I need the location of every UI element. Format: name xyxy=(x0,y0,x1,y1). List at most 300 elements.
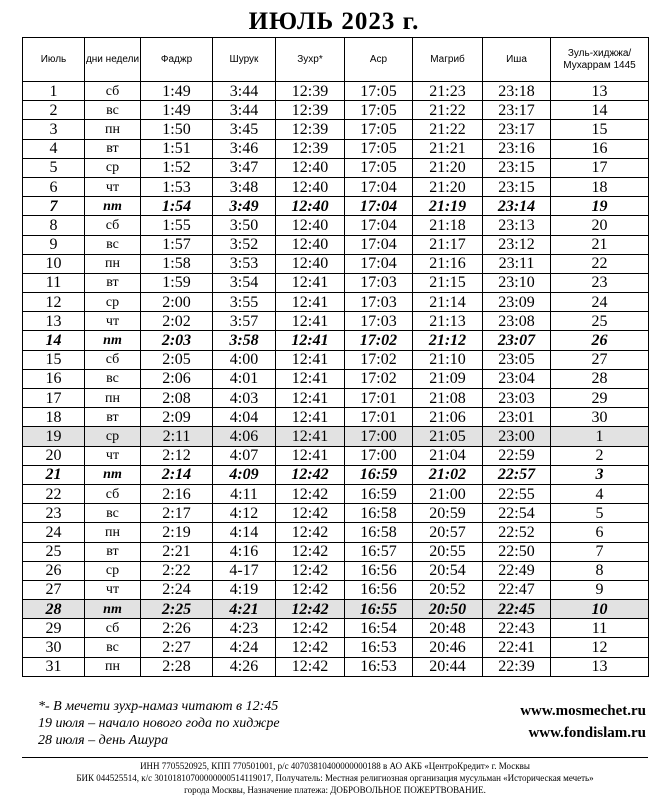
cell-maghrib: 21:05 xyxy=(413,427,483,446)
cell-asr: 17:02 xyxy=(345,369,413,388)
cell-hijri: 20 xyxy=(551,216,649,235)
cell-zuhr: 12:40 xyxy=(276,235,345,254)
table-row xyxy=(23,177,649,196)
cell-dow: ср xyxy=(85,158,141,177)
cell-shuruk: 4:24 xyxy=(213,638,276,657)
cell-dow: сб xyxy=(85,216,141,235)
cell-zuhr: 12:41 xyxy=(276,389,345,408)
header-fajr: Фаджр xyxy=(141,38,213,82)
cell-isha: 22:39 xyxy=(483,657,551,676)
cell-hijri: 23 xyxy=(551,273,649,292)
table-row xyxy=(23,465,649,484)
cell-shuruk: 4:04 xyxy=(213,408,276,427)
cell-asr: 16:56 xyxy=(345,561,413,580)
cell-dow: чт xyxy=(85,312,141,331)
table-row xyxy=(23,254,649,273)
cell-isha: 23:00 xyxy=(483,427,551,446)
cell-zuhr: 12:42 xyxy=(276,561,345,580)
cell-fajr: 1:57 xyxy=(141,235,213,254)
cell-zuhr: 12:42 xyxy=(276,465,345,484)
cell-zuhr: 12:42 xyxy=(276,523,345,542)
cell-dow: пн xyxy=(85,389,141,408)
cell-dow: вс xyxy=(85,638,141,657)
cell-maghrib: 20:59 xyxy=(413,504,483,523)
table-row xyxy=(23,523,649,542)
cell-zuhr: 12:39 xyxy=(276,139,345,158)
cell-dow: чт xyxy=(85,446,141,465)
cell-fajr: 2:05 xyxy=(141,350,213,369)
cell-maghrib: 20:55 xyxy=(413,542,483,561)
cell-fajr: 1:58 xyxy=(141,254,213,273)
cell-isha: 22:49 xyxy=(483,561,551,580)
bank-line-2: БИК 044525514, к/с 30101810700000000514119017, Получатель: Местная религиозная организация мусульман «Историческая мечеть» xyxy=(76,773,594,783)
cell-asr: 16:59 xyxy=(345,465,413,484)
cell-asr: 17:05 xyxy=(345,158,413,177)
cell-dow: вт xyxy=(85,542,141,561)
cell-dow: вт xyxy=(85,139,141,158)
header-hijri: Зуль-хиджжа/ Мухаррам 1445 xyxy=(551,38,649,82)
cell-hijri: 18 xyxy=(551,177,649,196)
cell-shuruk: 4:07 xyxy=(213,446,276,465)
cell-fajr: 2:21 xyxy=(141,542,213,561)
cell-day: 11 xyxy=(23,273,85,292)
cell-isha: 23:10 xyxy=(483,273,551,292)
cell-hijri: 28 xyxy=(551,369,649,388)
cell-hijri: 16 xyxy=(551,139,649,158)
cell-dow: чт xyxy=(85,177,141,196)
cell-hijri: 26 xyxy=(551,331,649,350)
table-row xyxy=(23,389,649,408)
cell-fajr: 2:06 xyxy=(141,369,213,388)
cell-asr: 17:02 xyxy=(345,331,413,350)
cell-isha: 23:05 xyxy=(483,350,551,369)
cell-isha: 23:17 xyxy=(483,120,551,139)
schedule-body xyxy=(23,82,649,677)
cell-maghrib: 21:21 xyxy=(413,139,483,158)
cell-maghrib: 21:16 xyxy=(413,254,483,273)
cell-day: 23 xyxy=(23,504,85,523)
cell-zuhr: 12:39 xyxy=(276,120,345,139)
cell-dow: пт xyxy=(85,600,141,619)
cell-asr: 17:05 xyxy=(345,101,413,120)
cell-dow: ср xyxy=(85,293,141,312)
cell-shuruk: 3:45 xyxy=(213,120,276,139)
cell-isha: 23:08 xyxy=(483,312,551,331)
cell-zuhr: 12:42 xyxy=(276,542,345,561)
table-row xyxy=(23,273,649,292)
cell-dow: чт xyxy=(85,580,141,599)
cell-fajr: 1:55 xyxy=(141,216,213,235)
cell-fajr: 2:28 xyxy=(141,657,213,676)
cell-maghrib: 21:19 xyxy=(413,197,483,216)
cell-zuhr: 12:41 xyxy=(276,427,345,446)
cell-day: 2 xyxy=(23,101,85,120)
site-fondislam[interactable]: www.fondislam.ru xyxy=(528,725,646,741)
cell-day: 7 xyxy=(23,197,85,216)
table-row xyxy=(23,446,649,465)
cell-zuhr: 12:40 xyxy=(276,158,345,177)
table-row xyxy=(23,350,649,369)
cell-isha: 23:17 xyxy=(483,101,551,120)
cell-fajr: 2:26 xyxy=(141,619,213,638)
cell-maghrib: 21:20 xyxy=(413,158,483,177)
cell-zuhr: 12:39 xyxy=(276,82,345,101)
cell-shuruk: 4-17 xyxy=(213,561,276,580)
cell-day: 24 xyxy=(23,523,85,542)
cell-zuhr: 12:41 xyxy=(276,273,345,292)
table-row xyxy=(23,561,649,580)
table-row xyxy=(23,235,649,254)
table-row xyxy=(23,580,649,599)
cell-hijri: 10 xyxy=(551,600,649,619)
cell-shuruk: 4:16 xyxy=(213,542,276,561)
cell-zuhr: 12:42 xyxy=(276,484,345,503)
cell-dow: сб xyxy=(85,350,141,369)
cell-shuruk: 3:58 xyxy=(213,331,276,350)
cell-day: 26 xyxy=(23,561,85,580)
cell-hijri: 19 xyxy=(551,197,649,216)
cell-day: 25 xyxy=(23,542,85,561)
note-new-year: 19 июля – начало нового года по хиджре xyxy=(38,716,280,731)
cell-shuruk: 3:48 xyxy=(213,177,276,196)
cell-shuruk: 4:03 xyxy=(213,389,276,408)
cell-hijri: 6 xyxy=(551,523,649,542)
cell-maghrib: 20:44 xyxy=(413,657,483,676)
cell-maghrib: 21:20 xyxy=(413,177,483,196)
cell-dow: вс xyxy=(85,504,141,523)
cell-shuruk: 3:47 xyxy=(213,158,276,177)
cell-shuruk: 4:12 xyxy=(213,504,276,523)
cell-fajr: 2:25 xyxy=(141,600,213,619)
cell-fajr: 2:24 xyxy=(141,580,213,599)
cell-shuruk: 3:46 xyxy=(213,139,276,158)
cell-shuruk: 4:21 xyxy=(213,600,276,619)
cell-fajr: 2:09 xyxy=(141,408,213,427)
cell-day: 21 xyxy=(23,465,85,484)
cell-hijri: 7 xyxy=(551,542,649,561)
cell-isha: 23:14 xyxy=(483,197,551,216)
cell-dow: пн xyxy=(85,254,141,273)
cell-maghrib: 20:57 xyxy=(413,523,483,542)
cell-isha: 22:54 xyxy=(483,504,551,523)
table-row xyxy=(23,504,649,523)
cell-fajr: 2:19 xyxy=(141,523,213,542)
header-zuhr: Зухр* xyxy=(276,38,345,82)
footnotes xyxy=(38,698,280,749)
cell-hijri: 1 xyxy=(551,427,649,446)
cell-day: 28 xyxy=(23,600,85,619)
cell-hijri: 24 xyxy=(551,293,649,312)
cell-day: 4 xyxy=(23,139,85,158)
cell-day: 10 xyxy=(23,254,85,273)
cell-dow: сб xyxy=(85,82,141,101)
cell-hijri: 22 xyxy=(551,254,649,273)
cell-isha: 22:52 xyxy=(483,523,551,542)
cell-isha: 22:43 xyxy=(483,619,551,638)
cell-fajr: 2:03 xyxy=(141,331,213,350)
note-ashura: 28 июля – день Ашура xyxy=(38,733,169,748)
header-weekday: дни недели xyxy=(85,38,141,82)
cell-day: 29 xyxy=(23,619,85,638)
cell-isha: 23:12 xyxy=(483,235,551,254)
cell-dow: пн xyxy=(85,523,141,542)
cell-day: 30 xyxy=(23,638,85,657)
cell-asr: 17:05 xyxy=(345,120,413,139)
header-isha: Иша xyxy=(483,38,551,82)
table-row xyxy=(23,619,649,638)
cell-zuhr: 12:42 xyxy=(276,638,345,657)
cell-asr: 17:04 xyxy=(345,177,413,196)
cell-day: 9 xyxy=(23,235,85,254)
table-row xyxy=(23,408,649,427)
table-row xyxy=(23,312,649,331)
cell-day: 15 xyxy=(23,350,85,369)
table-row xyxy=(23,427,649,446)
cell-shuruk: 3:57 xyxy=(213,312,276,331)
cell-fajr: 1:49 xyxy=(141,82,213,101)
cell-maghrib: 21:09 xyxy=(413,369,483,388)
cell-zuhr: 12:42 xyxy=(276,657,345,676)
cell-zuhr: 12:41 xyxy=(276,446,345,465)
table-row xyxy=(23,158,649,177)
cell-zuhr: 12:41 xyxy=(276,350,345,369)
cell-hijri: 13 xyxy=(551,657,649,676)
bank-line-3: города Москвы, Назначение платежа: ДОБРОВОЛЬНОЕ ПОЖЕРТВОВАНИЕ. xyxy=(184,785,486,795)
cell-fajr: 2:17 xyxy=(141,504,213,523)
cell-hijri: 2 xyxy=(551,446,649,465)
cell-asr: 16:55 xyxy=(345,600,413,619)
cell-dow: пн xyxy=(85,120,141,139)
cell-asr: 17:01 xyxy=(345,389,413,408)
cell-maghrib: 21:10 xyxy=(413,350,483,369)
cell-isha: 23:16 xyxy=(483,139,551,158)
cell-shuruk: 4:23 xyxy=(213,619,276,638)
cell-maghrib: 21:13 xyxy=(413,312,483,331)
cell-isha: 22:57 xyxy=(483,465,551,484)
cell-hijri: 12 xyxy=(551,638,649,657)
footer-divider xyxy=(22,757,648,758)
cell-asr: 17:00 xyxy=(345,427,413,446)
table-row xyxy=(23,120,649,139)
cell-hijri: 13 xyxy=(551,82,649,101)
cell-zuhr: 12:42 xyxy=(276,619,345,638)
cell-maghrib: 21:22 xyxy=(413,101,483,120)
cell-shuruk: 3:52 xyxy=(213,235,276,254)
cell-fajr: 2:00 xyxy=(141,293,213,312)
cell-zuhr: 12:41 xyxy=(276,408,345,427)
cell-dow: вс xyxy=(85,369,141,388)
cell-day: 3 xyxy=(23,120,85,139)
cell-shuruk: 3:55 xyxy=(213,293,276,312)
cell-dow: вс xyxy=(85,235,141,254)
cell-zuhr: 12:41 xyxy=(276,293,345,312)
cell-shuruk: 4:01 xyxy=(213,369,276,388)
cell-fajr: 2:14 xyxy=(141,465,213,484)
cell-shuruk: 4:14 xyxy=(213,523,276,542)
cell-day: 13 xyxy=(23,312,85,331)
cell-dow: вт xyxy=(85,408,141,427)
cell-day: 17 xyxy=(23,389,85,408)
cell-fajr: 2:16 xyxy=(141,484,213,503)
cell-isha: 23:04 xyxy=(483,369,551,388)
cell-shuruk: 3:50 xyxy=(213,216,276,235)
cell-asr: 17:03 xyxy=(345,273,413,292)
cell-isha: 23:03 xyxy=(483,389,551,408)
cell-day: 12 xyxy=(23,293,85,312)
cell-maghrib: 20:52 xyxy=(413,580,483,599)
cell-isha: 22:50 xyxy=(483,542,551,561)
cell-asr: 17:00 xyxy=(345,446,413,465)
cell-zuhr: 12:41 xyxy=(276,312,345,331)
cell-day: 18 xyxy=(23,408,85,427)
cell-asr: 16:53 xyxy=(345,638,413,657)
cell-fajr: 2:27 xyxy=(141,638,213,657)
cell-asr: 16:58 xyxy=(345,523,413,542)
cell-fajr: 1:52 xyxy=(141,158,213,177)
cell-asr: 17:05 xyxy=(345,139,413,158)
cell-isha: 23:11 xyxy=(483,254,551,273)
table-row xyxy=(23,139,649,158)
cell-maghrib: 21:02 xyxy=(413,465,483,484)
cell-asr: 16:58 xyxy=(345,504,413,523)
cell-asr: 16:56 xyxy=(345,580,413,599)
cell-fajr: 1:59 xyxy=(141,273,213,292)
cell-isha: 22:47 xyxy=(483,580,551,599)
cell-day: 6 xyxy=(23,177,85,196)
cell-asr: 17:04 xyxy=(345,216,413,235)
cell-shuruk: 4:06 xyxy=(213,427,276,446)
cell-fajr: 1:50 xyxy=(141,120,213,139)
header-maghrib: Магриб xyxy=(413,38,483,82)
cell-dow: пт xyxy=(85,465,141,484)
cell-fajr: 1:51 xyxy=(141,139,213,158)
cell-zuhr: 12:42 xyxy=(276,580,345,599)
cell-maghrib: 20:54 xyxy=(413,561,483,580)
cell-shuruk: 3:53 xyxy=(213,254,276,273)
cell-day: 14 xyxy=(23,331,85,350)
cell-isha: 22:55 xyxy=(483,484,551,503)
cell-zuhr: 12:40 xyxy=(276,254,345,273)
cell-maghrib: 20:50 xyxy=(413,600,483,619)
cell-shuruk: 4:00 xyxy=(213,350,276,369)
cell-asr: 16:54 xyxy=(345,619,413,638)
cell-asr: 17:01 xyxy=(345,408,413,427)
table-row xyxy=(23,369,649,388)
cell-dow: ср xyxy=(85,561,141,580)
table-row xyxy=(23,657,649,676)
cell-hijri: 15 xyxy=(551,120,649,139)
cell-shuruk: 4:19 xyxy=(213,580,276,599)
cell-day: 1 xyxy=(23,82,85,101)
cell-maghrib: 21:14 xyxy=(413,293,483,312)
cell-day: 5 xyxy=(23,158,85,177)
cell-dow: ср xyxy=(85,427,141,446)
cell-fajr: 1:49 xyxy=(141,101,213,120)
table-row xyxy=(23,484,649,503)
cell-day: 27 xyxy=(23,580,85,599)
cell-isha: 22:41 xyxy=(483,638,551,657)
bank-details xyxy=(22,760,648,796)
cell-hijri: 21 xyxy=(551,235,649,254)
cell-asr: 17:04 xyxy=(345,254,413,273)
table-row xyxy=(23,638,649,657)
table-row xyxy=(23,600,649,619)
cell-hijri: 9 xyxy=(551,580,649,599)
header-shuruk: Шурук xyxy=(213,38,276,82)
cell-maghrib: 21:12 xyxy=(413,331,483,350)
cell-shuruk: 3:54 xyxy=(213,273,276,292)
cell-asr: 17:05 xyxy=(345,82,413,101)
cell-zuhr: 12:39 xyxy=(276,101,345,120)
prayer-schedule-table xyxy=(22,37,649,677)
cell-hijri: 30 xyxy=(551,408,649,427)
cell-maghrib: 21:00 xyxy=(413,484,483,503)
table-row xyxy=(23,197,649,216)
cell-day: 20 xyxy=(23,446,85,465)
cell-dow: вс xyxy=(85,101,141,120)
page-title: ИЮЛЬ 2023 г. xyxy=(248,8,420,35)
table-row xyxy=(23,293,649,312)
cell-isha: 22:59 xyxy=(483,446,551,465)
cell-zuhr: 12:40 xyxy=(276,216,345,235)
cell-asr: 17:04 xyxy=(345,197,413,216)
cell-shuruk: 4:09 xyxy=(213,465,276,484)
cell-hijri: 3 xyxy=(551,465,649,484)
cell-maghrib: 20:48 xyxy=(413,619,483,638)
cell-hijri: 29 xyxy=(551,389,649,408)
cell-asr: 17:03 xyxy=(345,293,413,312)
cell-zuhr: 12:40 xyxy=(276,177,345,196)
cell-maghrib: 20:46 xyxy=(413,638,483,657)
cell-asr: 16:57 xyxy=(345,542,413,561)
site-mosmechet[interactable]: www.mosmechet.ru xyxy=(520,703,646,719)
cell-fajr: 2:22 xyxy=(141,561,213,580)
cell-isha: 23:15 xyxy=(483,177,551,196)
header-asr: Аср xyxy=(345,38,413,82)
cell-day: 19 xyxy=(23,427,85,446)
cell-zuhr: 12:41 xyxy=(276,331,345,350)
cell-dow: сб xyxy=(85,484,141,503)
cell-shuruk: 4:26 xyxy=(213,657,276,676)
cell-maghrib: 21:15 xyxy=(413,273,483,292)
cell-isha: 23:18 xyxy=(483,82,551,101)
table-row xyxy=(23,331,649,350)
cell-asr: 17:02 xyxy=(345,350,413,369)
table-row xyxy=(23,82,649,101)
cell-fajr: 1:54 xyxy=(141,197,213,216)
cell-dow: пт xyxy=(85,331,141,350)
cell-isha: 22:45 xyxy=(483,600,551,619)
note-zuhr: *- В мечети зухр-намаз читают в 12:45 xyxy=(38,699,279,714)
cell-isha: 23:15 xyxy=(483,158,551,177)
cell-maghrib: 21:04 xyxy=(413,446,483,465)
cell-isha: 23:01 xyxy=(483,408,551,427)
cell-hijri: 11 xyxy=(551,619,649,638)
cell-day: 16 xyxy=(23,369,85,388)
cell-fajr: 1:53 xyxy=(141,177,213,196)
cell-zuhr: 12:42 xyxy=(276,504,345,523)
header-row xyxy=(23,38,649,82)
cell-isha: 23:07 xyxy=(483,331,551,350)
cell-dow: вт xyxy=(85,273,141,292)
cell-shuruk: 3:44 xyxy=(213,82,276,101)
cell-isha: 23:09 xyxy=(483,293,551,312)
table-row xyxy=(23,101,649,120)
cell-dow: пт xyxy=(85,197,141,216)
cell-asr: 16:53 xyxy=(345,657,413,676)
cell-fajr: 2:11 xyxy=(141,427,213,446)
website-links xyxy=(520,700,646,744)
